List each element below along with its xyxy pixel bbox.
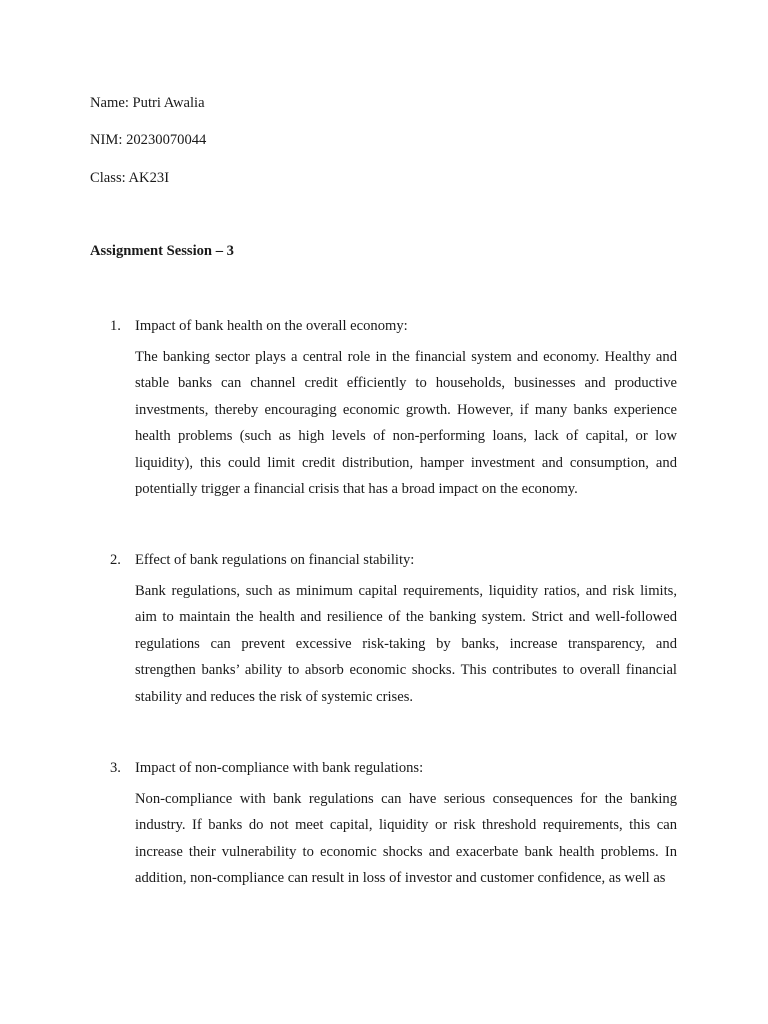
student-nim: NIM: 20230070044 (90, 132, 207, 148)
student-class: Class: AK23I (90, 170, 170, 186)
list-item-body: The banking sector plays a central role in the financial system and economy. Healthy and stable banks can channel credit efficiently to households, businesses and productive investments, thereby encouraging economic growth. However, if many banks experience health problems (such as high levels of non-performing loans, lack of capital, or low liquidity), this could limit credit distribution, hamper investment and consumption, and potentially trigger a financial crisis that has a broad impact on the economy. (135, 348, 677, 498)
list-item-title: Impact of non-compliance with bank regulations: (135, 760, 424, 776)
list-item-title: Impact of bank health on the overall economy: (135, 318, 408, 334)
list-item-title: Effect of bank regulations on financial stability: (135, 552, 415, 568)
list-item-number: 2. (110, 552, 121, 568)
student-name: Name: Putri Awalia (90, 95, 205, 111)
assignment-title: Assignment Session – 3 (90, 243, 234, 259)
list-item-number: 3. (110, 760, 121, 776)
list-item-number: 1. (110, 318, 121, 334)
list-item-body: Non-compliance with bank regulations can have serious consequences for the banking industry. If banks do not meet capital, liquidity or risk threshold requirements, this can increase their vulnerability to economic shocks and exacerbate bank health problems. In addition, non-compliance can result in loss of investor and customer confidence, as well as (135, 790, 677, 887)
list-item-body: Bank regulations, such as minimum capital requirements, liquidity ratios, and risk limits, aim to maintain the health and resilience of the banking system. Strict and well-followed regulations can prevent excessive risk-taking by banks, increase transparency, and strengthen banks’ ability to absorb economic shocks. This contributes to overall financial stability and reduces the risk of systemic crises. (135, 582, 677, 705)
